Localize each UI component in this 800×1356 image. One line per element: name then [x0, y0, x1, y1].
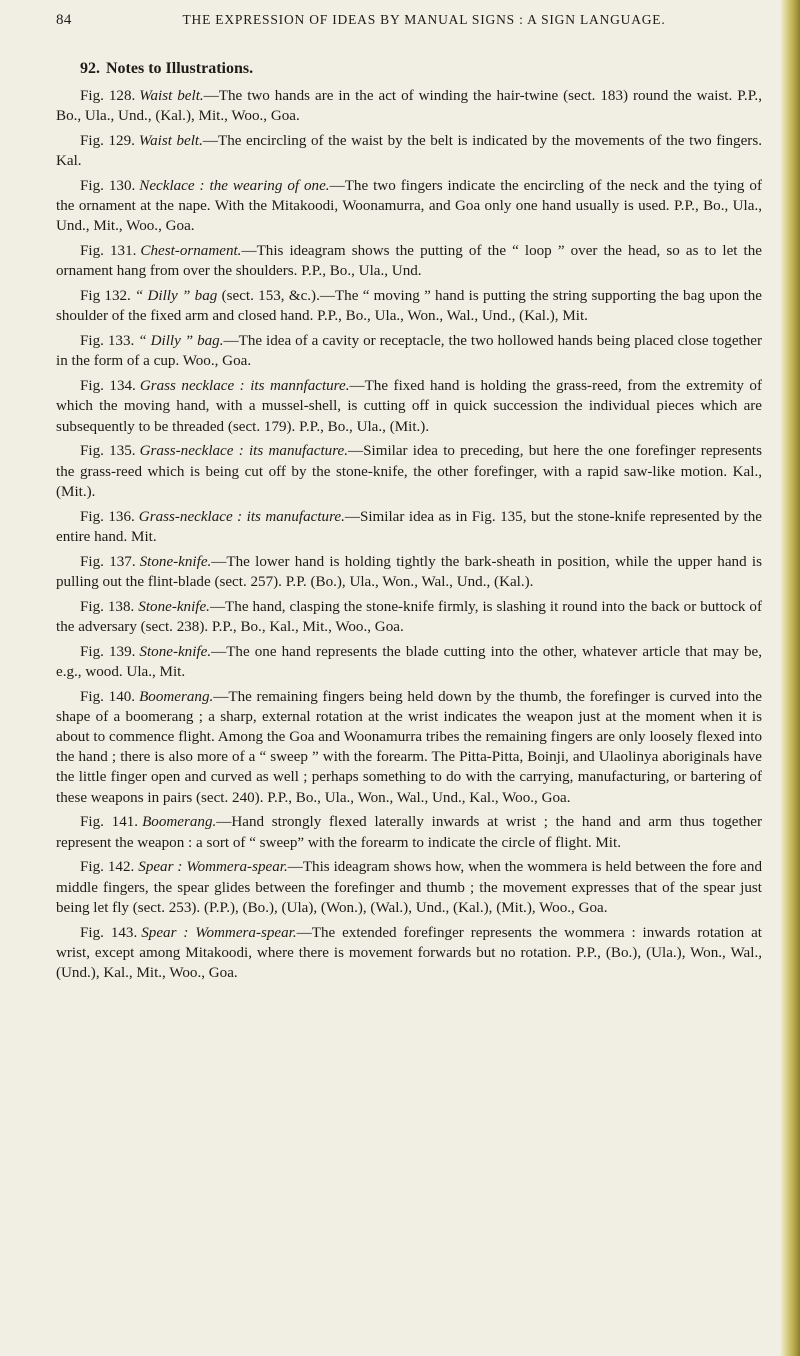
figure-title: Stone-knife. [138, 598, 210, 615]
figure-note [56, 441, 762, 502]
figure-description: —Similar idea to preceding, but here the one forefinger represents the grass-reed which is being cut off by the stone-knife, the other forefinger, with a rapid saw-like motion. Kal., (Mit.). [56, 443, 762, 500]
figure-description: —The lower hand is holding tightly the bark-sheath in position, while the upper hand is pulling out the flint-blade (sect. 257). P.P. (Bo.), Ula., Won., Wal., Und., (Kal.). [56, 553, 762, 590]
figure-title: Spear : Wommera-spear. [141, 924, 297, 941]
figure-note [56, 241, 762, 281]
figure-label: Fig. 140. [80, 688, 136, 705]
figure-description: —The two hands are in the act of winding the hair-twine (sect. 183) round the waist. P.P., Bo., Ula., Und., (Kal.), Mit., Woo., Goa. [56, 88, 762, 125]
figure-note [56, 131, 762, 171]
figure-description: —The idea of a cavity or receptacle, the two hollowed hands being placed close together in the form of a cup. Woo., Goa. [56, 333, 762, 370]
figure-title: “ Dilly ” bag [134, 288, 218, 305]
figure-note [56, 687, 762, 808]
figure-description: —The encircling of the waist by the belt is indicated by the movements of the two fingers. Kal. [56, 133, 762, 170]
figure-title: Boomerang. [142, 814, 217, 831]
figure-note [56, 286, 762, 326]
figure-description: —This ideagram shows how, when the wommera is held between the fore and middle fingers, the spear glides between the forefinger and thumb ; the movement expresses that of the spear just being let fly (sect. 253). (P.P.), (Bo.), (Ula), (Won.), (Wal.), Und., (Kal.), (Mit.), Woo., Goa. [56, 859, 762, 916]
figure-description: —Similar idea as in Fig. 135, but the stone-knife represented by the entire hand. Mit. [56, 508, 762, 545]
figure-title: Waist belt. [139, 88, 204, 104]
page-number: 84 [56, 12, 72, 28]
figure-title: Grass-necklace : its manufacture. [139, 443, 349, 460]
figure-note [56, 507, 762, 547]
figure-title: Spear : Wommera-spear. [138, 859, 288, 876]
page-edge-shadow [780, 0, 800, 1356]
figure-description: —Hand strongly flexed laterally inwards at wrist ; the hand and arm thus together represent the weapon : a sort of “ sweep” with the forearm to indicate the circle of flight. Mit. [56, 814, 762, 851]
figure-note [56, 812, 762, 852]
figure-label: Fig. 128. [80, 88, 136, 104]
figure-title: Boomerang. [139, 688, 214, 705]
figure-label: Fig. 143. [80, 924, 138, 941]
figure-note [56, 857, 762, 918]
figure-note [56, 86, 762, 126]
figure-label: Fig. 141. [80, 814, 139, 831]
figure-description: —The fixed hand is holding the grass-reed, from the extremity of which the moving hand, with a mussel-shell, is cutting off in quick succession the individual pieces which are subsequently to be threaded (sect. 179). P.P., Bo., Ula., (Mit.). [56, 378, 762, 435]
section-title: Notes to Illustrations. [106, 60, 254, 77]
figure-description: —This ideagram shows the putting of the “ loop ” over the head, so as to let the ornament hang from over the shoulders. P.P., Bo., Ula., Und. [56, 243, 762, 280]
figure-description: —The remaining fingers being held down by the thumb, the forefinger is curved into the shape of a boomerang ; a sharp, external rotation at the wrist indicates the weapon just at the moment when it is about to commence flight. Among the Goa and Woonamurra tribes the remaining fingers are only loosely flexed into the hand ; there is also more of a “ sweep ” with the forearm. The Pitta-Pitta, Boinji, and Ulaolinya aboriginals have the little finger open and curved as well ; perhaps something to do with the carrying, manufacturing, or bartering of these weapons in pairs (sect. 240). P.P., Bo., Ula., Won., Wal., Und., Kal., Woo., Goa. [56, 688, 762, 806]
figure-note [56, 597, 762, 637]
figure-label: Fig. 133. [80, 333, 135, 350]
figure-label: Fig. 131. [80, 243, 137, 260]
running-head [56, 12, 762, 34]
figure-label: Fig. 134. [80, 378, 136, 395]
figure-title: Grass-necklace : its manufacture. [138, 508, 345, 525]
figure-title: “ Dilly ” bag. [138, 333, 224, 350]
figure-label: Fig. 138. [80, 598, 135, 615]
figure-label: Fig. 139. [80, 643, 136, 660]
figure-note [56, 923, 762, 984]
figure-title: Necklace : the wearing of one. [139, 178, 330, 194]
section-number: 92. [80, 60, 100, 77]
figure-label: Fig. 142. [80, 859, 135, 876]
figure-description: —The hand, clasping the stone-knife firmly, is slashing it round into the back or buttock of the adversary (sect. 238). P.P., Bo., Kal., Mit., Woo., Goa. [56, 598, 762, 635]
figure-title: Chest-ornament. [140, 243, 242, 260]
figure-note [56, 552, 762, 592]
figure-description: —The one hand represents the blade cutting into the other, whatever article that may be, e.g., wood. Ula., Mit. [56, 643, 762, 680]
figure-label: Fig 132. [80, 288, 131, 305]
figure-title: Stone-knife. [139, 643, 212, 660]
figure-description: —The two fingers indicate the encircling of the neck and the tying of the ornament at the nape. With the Mitakoodi, Woonamurra, and Goa only one hand usually is used. P.P., Bo., Ula., Und., Mit., Woo., Goa. [56, 178, 762, 235]
figure-label: Fig. 135. [80, 443, 136, 460]
figure-label: Fig. 130. [80, 178, 136, 194]
figure-title: Waist belt. [138, 133, 203, 149]
figure-label: Fig. 129. [80, 133, 135, 149]
figure-notes [56, 86, 762, 983]
figure-note [56, 642, 762, 682]
figure-note [56, 331, 762, 371]
figure-description: —The extended forefinger represents the wommera : inwards rotation at wrist, except among Mitakoodi, where there is movement forwards but no rotation. P.P., (Bo.), (Ula.), Won., Wal., (Und.), Kal., Mit., Woo., Goa. [56, 924, 762, 982]
figure-title: Stone-knife. [139, 553, 212, 570]
figure-label: Fig. 136. [80, 508, 135, 525]
figure-title: Grass necklace : its mannfacture. [139, 378, 350, 395]
figure-note [56, 176, 762, 237]
figure-note [56, 376, 762, 437]
figure-description: (sect. 153, &c.).—The “ moving ” hand is putting the string supporting the bag upon the shoulder of the fixed arm and closed hand. P.P., Bo., Ula., Won., Wal., Und., (Kal.), Mit. [56, 288, 763, 325]
running-title: THE EXPRESSION OF IDEAS BY MANUAL SIGNS : A SIGN LANGUAGE. [182, 12, 666, 27]
figure-label: Fig. 137. [80, 553, 136, 570]
section-heading [80, 60, 762, 78]
